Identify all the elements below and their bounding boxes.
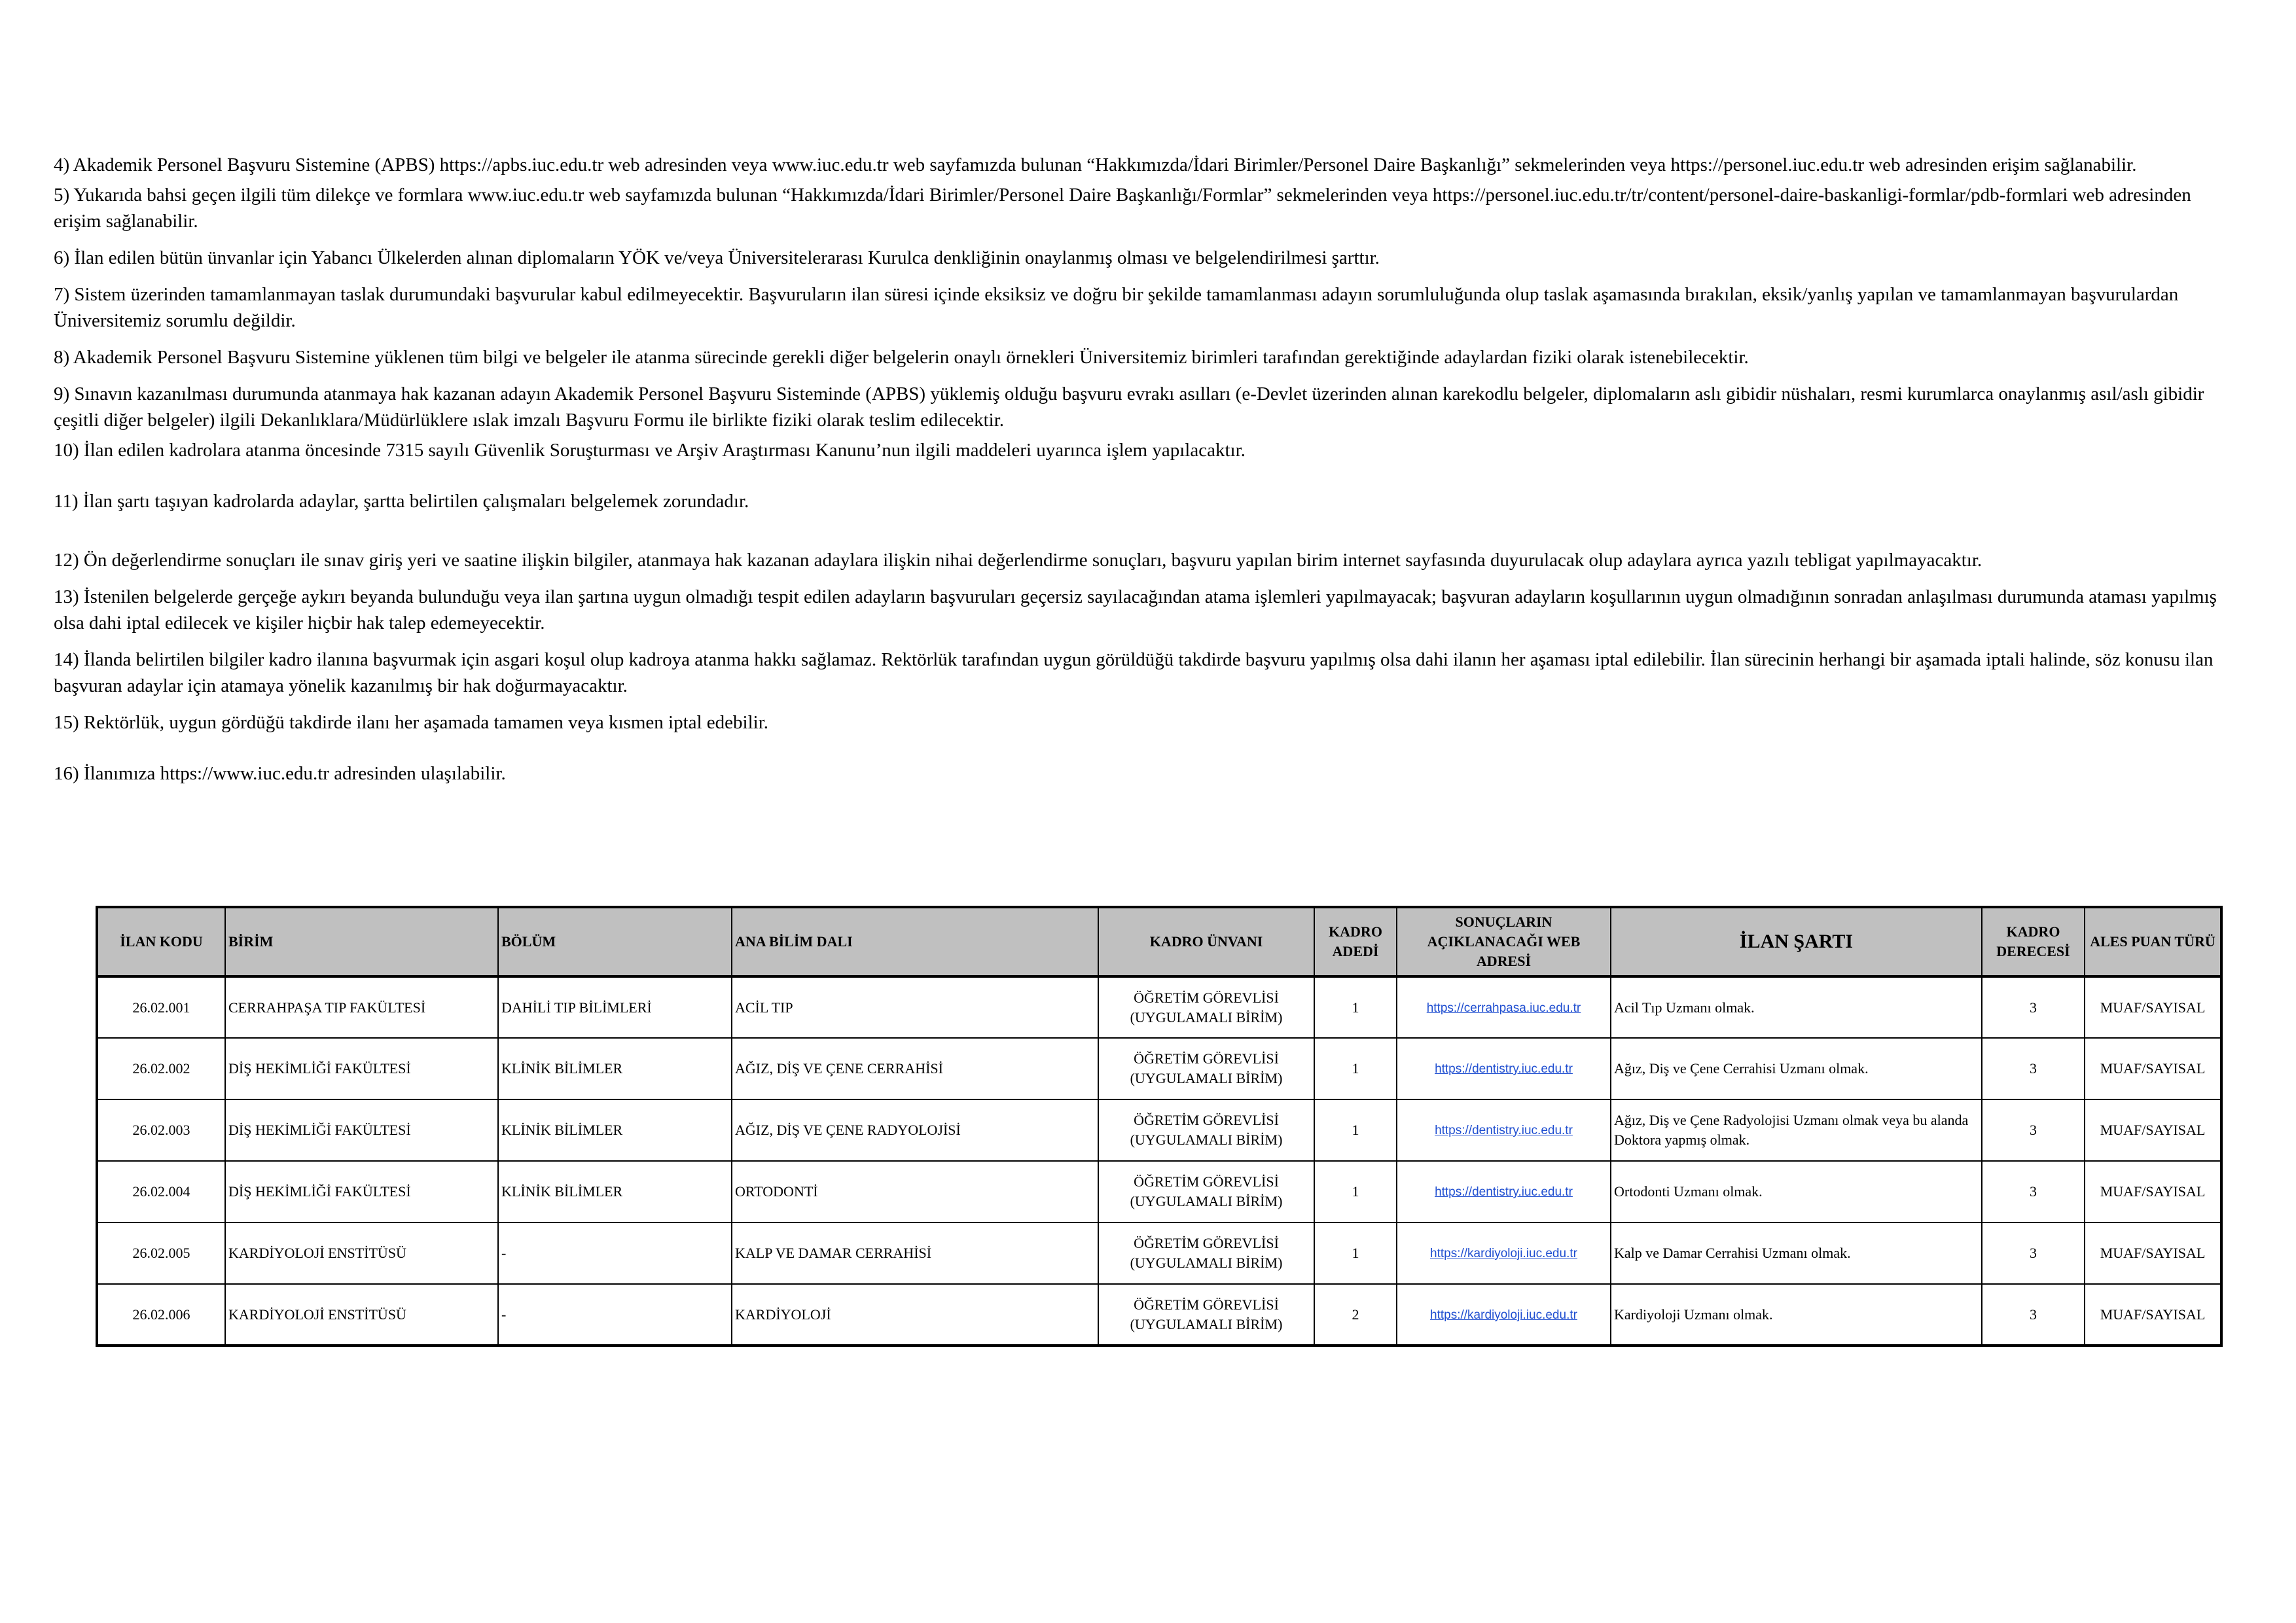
paragraph-7: 7) Sistem üzerinden tamamlanmayan taslak durumundaki başvurular kabul edilmeyecektir. Başvuruların ilan süresi içinde eksiksiz ve doğru bir şekilde tamamlanması adayın sorumluluğunda olup taslak aşamasında bırakılan, eksik/yanlış yapılan ve tamamlanmayan başvurulardan Üniversitemiz sorumlu değildir. xyxy=(54,284,2179,331)
cell-ilan-sarti: Ağız, Diş ve Çene Cerrahisi Uzmanı olmak. xyxy=(1611,1038,1982,1099)
paragraph-13: 13) İstenilen belgelerde gerçeğe aykırı beyanda bulunduğu veya ilan şartına uygun olmadığı tespit edilen adayların başvuruları geçersiz sayılacağından atama işlemleri yapılmayacak; başvuran adayların koşullarının uygun olmadığının sonradan anlaşılması durumunda ataması yapılmış olsa dahi iptal edilecek ve kişiler hiçbir hak talep edemeyecektir. xyxy=(54,586,2217,633)
cell-ales-puan-turu: MUAF/SAYISAL xyxy=(2085,1099,2221,1161)
table-row xyxy=(97,1222,2221,1284)
cell-kadro-derecesi: 3 xyxy=(1982,1284,2085,1346)
header-kadro-adedi: KADRO ADEDİ xyxy=(1314,907,1397,976)
header-web-adresi: SONUÇLARIN AÇIKLANACAĞI WEB ADRESİ xyxy=(1397,907,1611,976)
web-address-link[interactable]: https://cerrahpasa.iuc.edu.tr xyxy=(1426,1001,1581,1015)
table-row xyxy=(97,1161,2221,1222)
cell-ana-bilim-dali: ACİL TIP xyxy=(732,976,1098,1038)
paragraph-4: 4) Akademik Personel Başvuru Sistemine (APBS) https://apbs.iuc.edu.tr web adresinden veya www.iuc.edu.tr web sayfamızda bulunan “Hakkımızda/İdari Birimler/Personel Daire Başkanlığı” sekmelerinden veya https://personel.iuc.edu.tr web adresinden erişim sağlanabilir. xyxy=(54,154,2137,175)
cell-kadro-adedi: 1 xyxy=(1314,1222,1397,1284)
cell-kadro-unvani: ÖĞRETİM GÖREVLİSİ (UYGULAMALI BİRİM) xyxy=(1098,976,1314,1038)
paragraph-15: 15) Rektörlük, uygun gördüğü takdirde ilanı her aşamada tamamen veya kısmen iptal edebilir. xyxy=(54,712,769,733)
web-address-link[interactable]: https://kardiyoloji.iuc.edu.tr xyxy=(1430,1247,1577,1260)
cell-birim: DİŞ HEKİMLİĞİ FAKÜLTESİ xyxy=(225,1161,498,1222)
cell-bolum: - xyxy=(498,1284,732,1346)
cell-ilan-sarti: Kalp ve Damar Cerrahisi Uzmanı olmak. xyxy=(1611,1222,1982,1284)
paragraph-6: 6) İlan edilen bütün ünvanlar için Yabancı Ülkelerden alınan diplomaların YÖK ve/veya Üniversitelerarası Kurulca denkliğinin onaylanmış olması ve belgelendirilmesi şarttır. xyxy=(54,247,1380,268)
cell-bolum: KLİNİK BİLİMLER xyxy=(498,1038,732,1099)
cell-bolum: - xyxy=(498,1222,732,1284)
web-address-link[interactable]: https://dentistry.iuc.edu.tr xyxy=(1435,1185,1573,1199)
web-address-link[interactable]: https://dentistry.iuc.edu.tr xyxy=(1435,1124,1573,1137)
paragraph-11: 11) İlan şartı taşıyan kadrolarda adaylar, şartta belirtilen çalışmaları belgelemek zorundadır. xyxy=(54,491,749,512)
paragraph-10: 10) İlan edilen kadrolara atanma öncesinde 7315 sayılı Güvenlik Soruşturması ve Arşiv Araştırması Kanunu’nun ilgili maddeleri uyarınca işlem yapılacaktır. xyxy=(54,440,1246,461)
paragraph-9: 9) Sınavın kazanılması durumunda atanmaya hak kazanan adayın Akademik Personel Başvuru Sisteminde (APBS) yüklemiş olduğu başvuru evrakı asılları (e-Devlet üzerinden alınan karekodlu belgeler, diplomaların aslı gibidir nüshaları, resmi kurumlarca onaylanmış asıl/aslı gibidir çeşitli diğer belgeler) ilgili Dekanlıklara/Müdürlüklere ıslak imzalı Başvuru Formu ile birlikte fiziki olarak teslim edilecektir. xyxy=(54,383,2204,431)
header-ales-puan-turu: ALES PUAN TÜRÜ xyxy=(2085,907,2221,976)
header-kadro-derecesi: KADRO DERECESİ xyxy=(1982,907,2085,976)
cell-web-adresi xyxy=(1397,976,1611,1038)
cell-birim: KARDİYOLOJİ ENSTİTÜSÜ xyxy=(225,1284,498,1346)
cell-web-adresi xyxy=(1397,1038,1611,1099)
cell-kadro-derecesi: 3 xyxy=(1982,1161,2085,1222)
cell-bolum: KLİNİK BİLİMLER xyxy=(498,1099,732,1161)
cell-ilan-sarti: Acil Tıp Uzmanı olmak. xyxy=(1611,976,1982,1038)
cell-ana-bilim-dali: ORTODONTİ xyxy=(732,1161,1098,1222)
cell-web-adresi xyxy=(1397,1222,1611,1284)
paragraph-12: 12) Ön değerlendirme sonuçları ile sınav giriş yeri ve saatine ilişkin bilgiler, atanmaya hak kazanan adaylara ilişkin nihai değerlendirme sonuçları, başvuru yapılan birim internet sayfasında duyurulacak olup adaylara ayrıca yazılı tebligat yapılmayacaktır. xyxy=(54,550,1982,571)
table-row xyxy=(97,976,2221,1038)
cell-bolum: DAHİLİ TIP BİLİMLERİ xyxy=(498,976,732,1038)
cell-birim: KARDİYOLOJİ ENSTİTÜSÜ xyxy=(225,1222,498,1284)
cell-ana-bilim-dali: KARDİYOLOJİ xyxy=(732,1284,1098,1346)
table-header-row xyxy=(97,907,2221,976)
paragraph-16: 16) İlanımıza https://www.iuc.edu.tr adresinden ulaşılabilir. xyxy=(54,763,506,784)
table-row xyxy=(97,1284,2221,1346)
cell-ana-bilim-dali: KALP VE DAMAR CERRAHİSİ xyxy=(732,1222,1098,1284)
header-ilan-sarti: İLAN ŞARTI xyxy=(1611,907,1982,976)
vacancy-table xyxy=(96,906,2223,1347)
cell-kadro-unvani: ÖĞRETİM GÖREVLİSİ (UYGULAMALI BİRİM) xyxy=(1098,1099,1314,1161)
cell-ilan-kodu: 26.02.005 xyxy=(97,1222,225,1284)
cell-ilan-kodu: 26.02.006 xyxy=(97,1284,225,1346)
cell-bolum: KLİNİK BİLİMLER xyxy=(498,1161,732,1222)
cell-ales-puan-turu: MUAF/SAYISAL xyxy=(2085,1284,2221,1346)
cell-kadro-derecesi: 3 xyxy=(1982,1222,2085,1284)
paragraph-14: 14) İlanda belirtilen bilgiler kadro ilanına başvurmak için asgari koşul olup kadroya atanma hakkı sağlamaz. Rektörlük tarafından uygun görüldüğü takdirde başvuru yapılmış olsa dahi ilanın her aşaması iptal edilebilir. İlan sürecinin herhangi bir aşamada iptali halinde, söz konusu ilan başvuran adaylar için atamaya yönelik kazanılmış bir hak doğurmayacaktır. xyxy=(54,649,2214,696)
paragraph-5: 5) Yukarıda bahsi geçen ilgili tüm dilekçe ve formlara www.iuc.edu.tr web sayfamızda bulunan “Hakkımızda/İdari Birimler/Personel Daire Başkanlığı/Formlar” sekmelerinden veya https://personel.iuc.edu.tr/tr/content/personel-daire-baskanligi-formlar/pdb-formlari web adresinden erişim sağlanabilir. xyxy=(54,185,2191,232)
cell-kadro-unvani: ÖĞRETİM GÖREVLİSİ (UYGULAMALI BİRİM) xyxy=(1098,1222,1314,1284)
header-ana-bilim-dali: ANA BİLİM DALI xyxy=(732,907,1098,976)
cell-birim: DİŞ HEKİMLİĞİ FAKÜLTESİ xyxy=(225,1099,498,1161)
announcement-text xyxy=(54,152,2233,787)
paragraph-8: 8) Akademik Personel Başvuru Sistemine yüklenen tüm bilgi ve belgeler ile atanma sürecinde gerekli diğer belgelerin onaylı örnekleri Üniversitemiz birimleri tarafından gerektiğinde adaylardan fiziki olarak istenebilecektir. xyxy=(54,347,1749,368)
header-kadro-unvani: KADRO ÜNVANI xyxy=(1098,907,1314,976)
table-row xyxy=(97,1038,2221,1099)
header-birim: BİRİM xyxy=(225,907,498,976)
cell-ales-puan-turu: MUAF/SAYISAL xyxy=(2085,976,2221,1038)
header-bolum: BÖLÜM xyxy=(498,907,732,976)
web-address-link[interactable]: https://dentistry.iuc.edu.tr xyxy=(1435,1062,1573,1076)
cell-ilan-kodu: 26.02.002 xyxy=(97,1038,225,1099)
cell-birim: CERRAHPAŞA TIP FAKÜLTESİ xyxy=(225,976,498,1038)
cell-ana-bilim-dali: AĞIZ, DİŞ VE ÇENE CERRAHİSİ xyxy=(732,1038,1098,1099)
cell-kadro-adedi: 2 xyxy=(1314,1284,1397,1346)
header-ilan-kodu: İLAN KODU xyxy=(97,907,225,976)
cell-ales-puan-turu: MUAF/SAYISAL xyxy=(2085,1222,2221,1284)
cell-web-adresi xyxy=(1397,1099,1611,1161)
cell-ilan-kodu: 26.02.003 xyxy=(97,1099,225,1161)
cell-ales-puan-turu: MUAF/SAYISAL xyxy=(2085,1038,2221,1099)
cell-kadro-unvani: ÖĞRETİM GÖREVLİSİ (UYGULAMALI BİRİM) xyxy=(1098,1284,1314,1346)
cell-kadro-unvani: ÖĞRETİM GÖREVLİSİ (UYGULAMALI BİRİM) xyxy=(1098,1038,1314,1099)
cell-kadro-unvani: ÖĞRETİM GÖREVLİSİ (UYGULAMALI BİRİM) xyxy=(1098,1161,1314,1222)
cell-birim: DİŞ HEKİMLİĞİ FAKÜLTESİ xyxy=(225,1038,498,1099)
cell-kadro-derecesi: 3 xyxy=(1982,976,2085,1038)
cell-web-adresi xyxy=(1397,1161,1611,1222)
cell-kadro-adedi: 1 xyxy=(1314,976,1397,1038)
cell-kadro-adedi: 1 xyxy=(1314,1161,1397,1222)
cell-ilan-sarti: Ortodonti Uzmanı olmak. xyxy=(1611,1161,1982,1222)
cell-ales-puan-turu: MUAF/SAYISAL xyxy=(2085,1161,2221,1222)
cell-kadro-adedi: 1 xyxy=(1314,1099,1397,1161)
cell-kadro-derecesi: 3 xyxy=(1982,1038,2085,1099)
vacancy-table-wrapper xyxy=(96,906,2220,1347)
cell-web-adresi xyxy=(1397,1284,1611,1346)
cell-ilan-kodu: 26.02.001 xyxy=(97,976,225,1038)
web-address-link[interactable]: https://kardiyoloji.iuc.edu.tr xyxy=(1430,1308,1577,1322)
cell-ana-bilim-dali: AĞIZ, DİŞ VE ÇENE RADYOLOJİSİ xyxy=(732,1099,1098,1161)
cell-kadro-adedi: 1 xyxy=(1314,1038,1397,1099)
cell-kadro-derecesi: 3 xyxy=(1982,1099,2085,1161)
cell-ilan-kodu: 26.02.004 xyxy=(97,1161,225,1222)
cell-ilan-sarti: Ağız, Diş ve Çene Radyolojisi Uzmanı olmak veya bu alanda Doktora yapmış olmak. xyxy=(1611,1099,1982,1161)
cell-ilan-sarti: Kardiyoloji Uzmanı olmak. xyxy=(1611,1284,1982,1346)
table-row xyxy=(97,1099,2221,1161)
